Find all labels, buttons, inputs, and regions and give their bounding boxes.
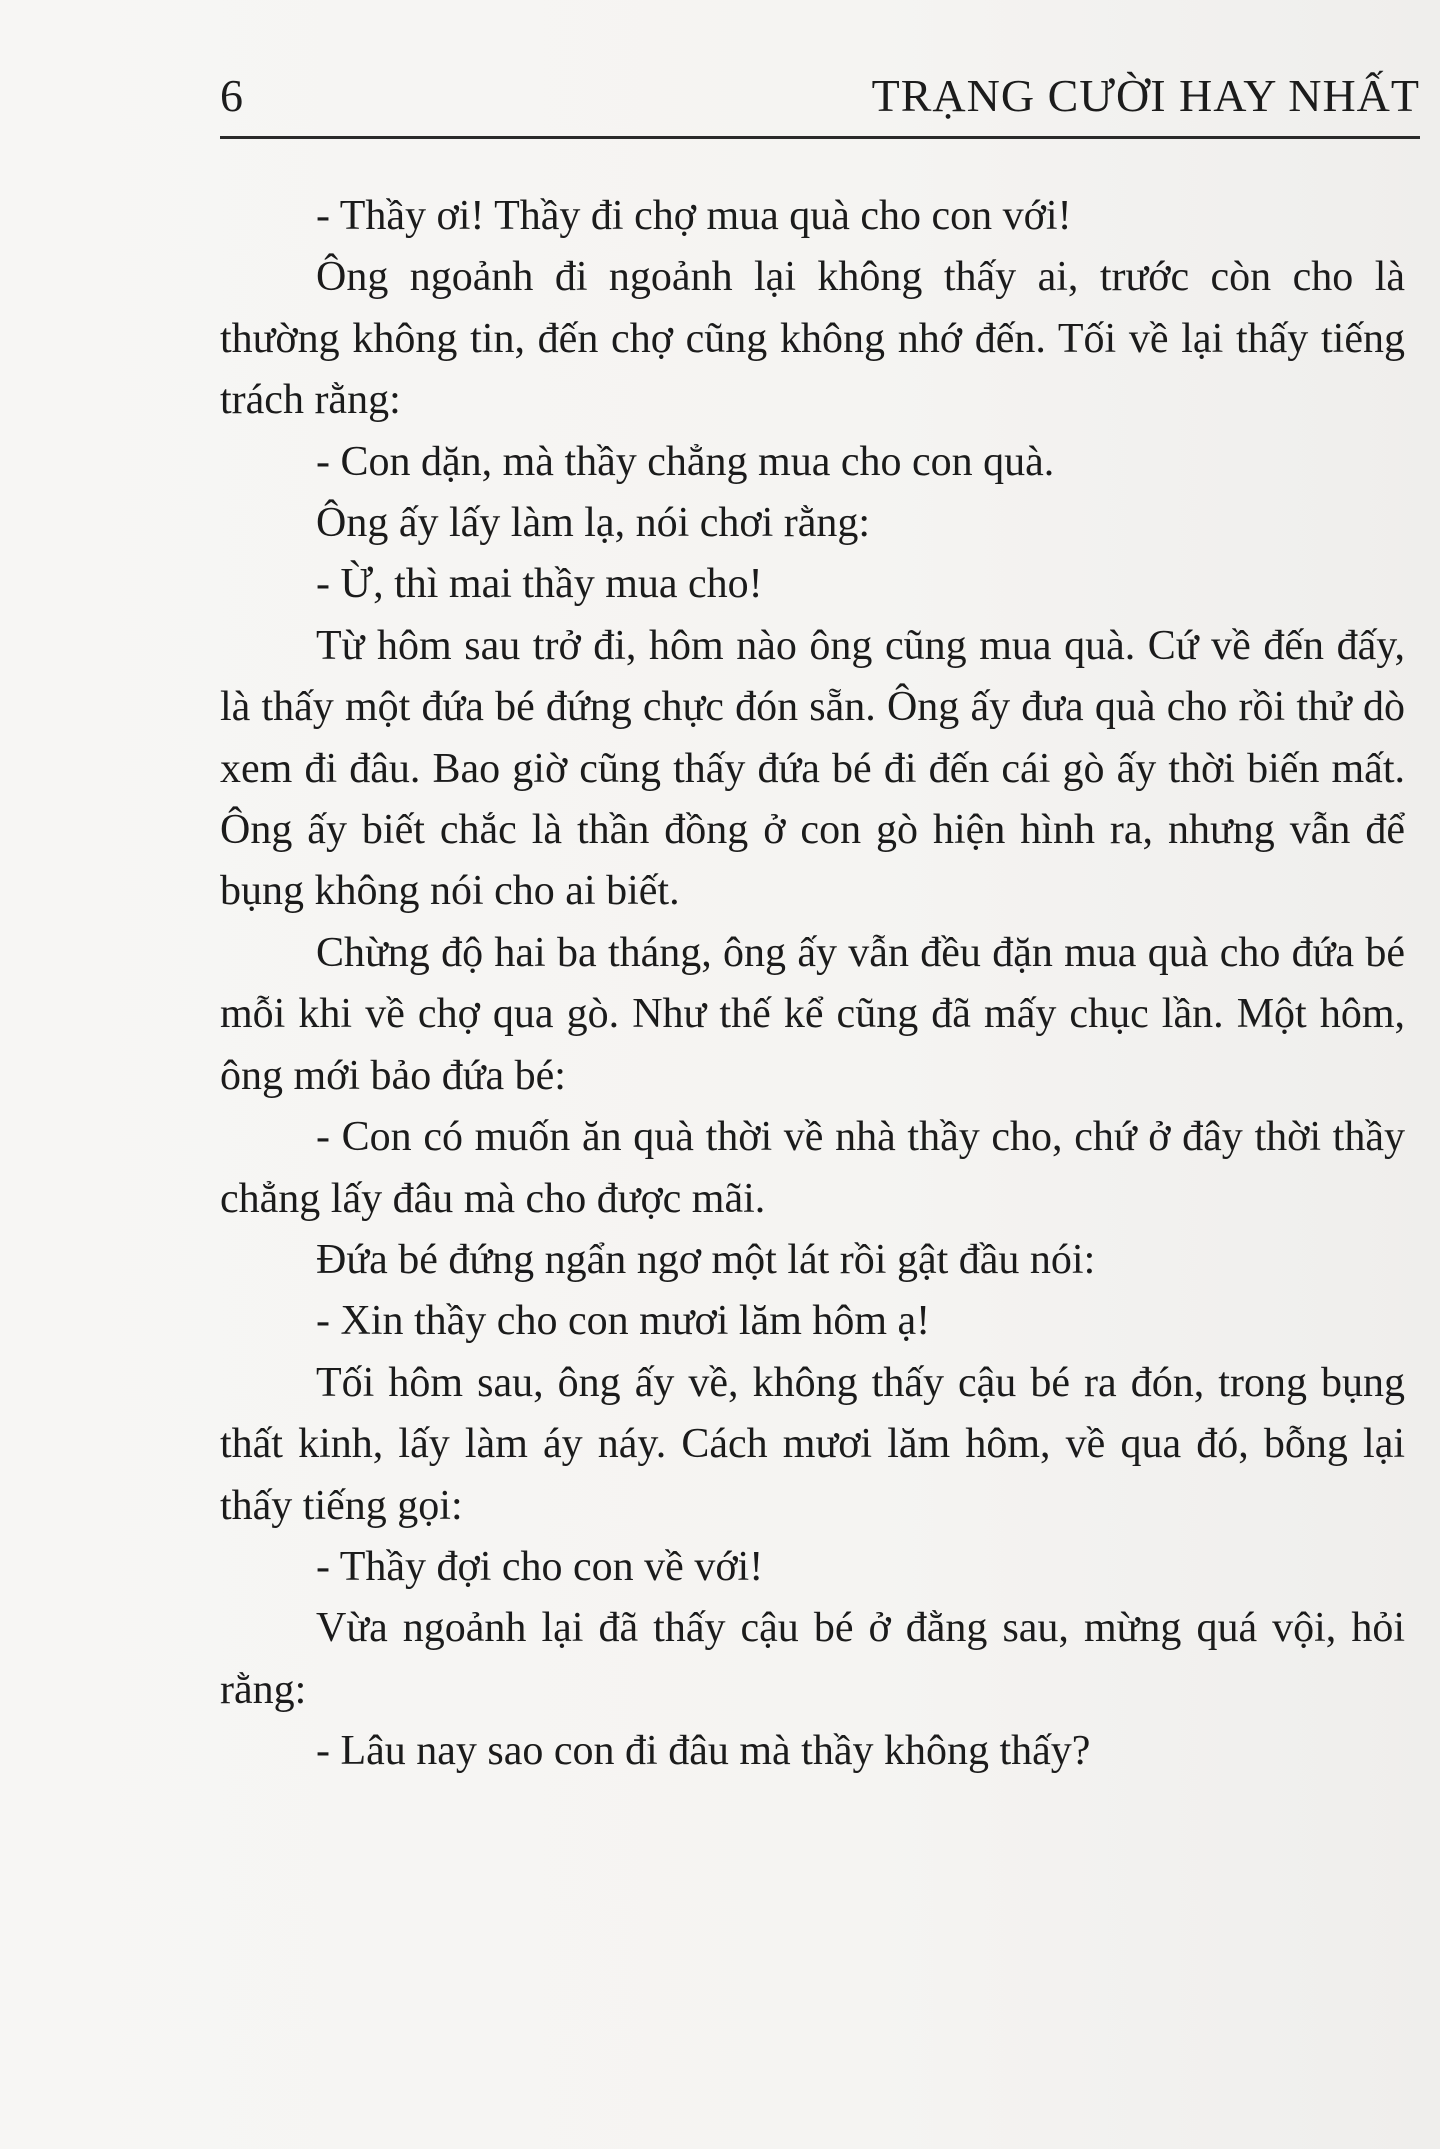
header-divider (220, 136, 1420, 139)
page-number: 6 (220, 70, 243, 121)
paragraph: Từ hôm sau trở đi, hôm nào ông cũng mua quà. Cứ về đến đấy, là thấy một đứa bé đứng chực đón sẵn. Ông ấy đưa quà cho rồi thử dò xem đi đâu. Bao giờ cũng thấy đứa bé đi đến cái gò ấy thời biến mất. Ông ấy biết chắc là thần đồng ở con gò hiện hình ra, nhưng vẫn để bụng không nói cho ai biết. (220, 622, 1405, 915)
paragraph: - Lâu nay sao con đi đâu mà thầy không thấy? (316, 1728, 1091, 1775)
paragraph: - Thầy đợi cho con về với! (316, 1543, 764, 1590)
story-text (220, 186, 1405, 1783)
paragraph: Ông ngoảnh đi ngoảnh lại không thấy ai, trước còn cho là thường không tin, đến chợ cũng không nhớ đến. Tối về lại thấy tiếng trách rằng: (220, 254, 1405, 424)
paragraph: Vừa ngoảnh lại đã thấy cậu bé ở đằng sau, mừng quá vội, hỏi rằng: (220, 1605, 1405, 1713)
paragraph: - Thầy ơi! Thầy đi chợ mua quà cho con với! (316, 193, 1072, 239)
paragraph: Tối hôm sau, ông ấy về, không thấy cậu bé ra đón, trong bụng thất kinh, lấy làm áy náy. Cách mươi lăm hôm, về qua đó, bỗng lại thấy tiếng gọi: (220, 1359, 1405, 1529)
paragraph: Chừng độ hai ba tháng, ông ấy vẫn đều đặn mua quà cho đứa bé mỗi khi về chợ qua gò. Như thế kể cũng đã mấy chục lần. Một hôm, ông mới bảo đứa bé: (220, 929, 1405, 1099)
page-header (220, 66, 1420, 136)
paragraph: Ông ấy lấy làm lạ, nói chơi rằng: (316, 500, 871, 547)
paragraph: - Con có muốn ăn quà thời về nhà thầy cho, chứ ở đây thời thầy chẳng lấy đâu mà cho được mãi. (220, 1114, 1405, 1222)
paragraph: - Con dặn, mà thầy chẳng mua cho con quà. (316, 438, 1055, 485)
running-title: TRẠNG CƯỜI HAY NHẤT (871, 70, 1420, 121)
paragraph: - Ừ, thì mai thầy mua cho! (316, 561, 763, 608)
paragraph: - Xin thầy cho con mươi lăm hôm ạ! (316, 1298, 931, 1345)
paragraph: Đứa bé đứng ngẩn ngơ một lát rồi gật đầu nói: (316, 1236, 1096, 1283)
